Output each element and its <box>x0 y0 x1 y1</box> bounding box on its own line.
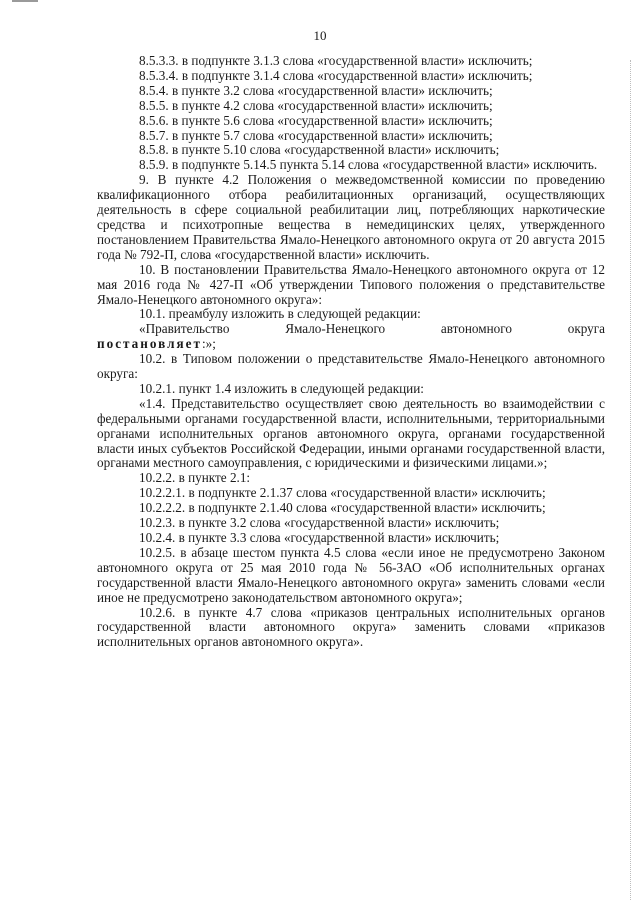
paragraph-10-2-2-2: 10.2.2.2. в подпункте 2.1.40 слова «государственной власти» исключить; <box>139 500 546 516</box>
preamble-quote <box>97 322 605 337</box>
paragraph-8-5-5: 8.5.5. в пункте 4.2 слова «государственной власти» исключить; <box>139 97 493 113</box>
scan-edge-mark <box>630 60 632 900</box>
page-number: 10 <box>313 28 327 43</box>
paragraph-10: 10. В постановлении Правительства Ямало-Ненецкого автономного округа от 12 мая 2016 года № 427-П «Об утверждении Типового положения о представительстве Ямало-Ненецкого автономного округа»: <box>97 261 605 307</box>
paragraph-8-5-7: 8.5.7. в пункте 5.7 слова «государственной власти» исключить; <box>139 127 493 143</box>
preamble-text: «Правительство Ямало-Ненецкого автономного округа <box>139 321 605 337</box>
paragraph-10-2-5: 10.2.5. в абзаце шестом пункта 4.5 слова «если иное не предусмотрено Законом автономного округа от 25 мая 2010 года № 56-ЗАО «Об исполнительных органах государственной власти Ямало-Ненецкого автономного округа» заменить словами «если иное не предусмотрено законодательством автономного округа»; <box>97 544 605 605</box>
preamble-spaced-word: постановляет <box>97 336 202 352</box>
preamble-tail: :»; <box>201 336 216 352</box>
paragraph-1-4-quote: «1.4. Представительство осуществляет свою деятельность во взаимодействии с федеральными органами государственной власти, исполнительными, территориальными органами исполнительных органов автономного округа, органами государственной власти иных субъектов Российской Федерации, иными органами государственной власти, органами местного самоуправления, с юридическими и физическими лицами.»; <box>97 395 605 471</box>
paragraph-8-5-3-3: 8.5.3.3. в подпункте 3.1.3 слова «государственной власти» исключить; <box>139 53 533 68</box>
paragraph-10-2-4: 10.2.4. в пункте 3.3 слова «государственной власти» исключить; <box>139 530 500 545</box>
paragraph-8-5-4: 8.5.4. в пункте 3.2 слова «государственной власти» исключить; <box>139 82 493 98</box>
paragraph-8-5-6: 8.5.6. в пункте 5.6 слова «государственной власти» исключить; <box>139 112 493 128</box>
paragraph-8-5-8: 8.5.8. в пункте 5.10 слова «государственной власти» исключить; <box>139 142 500 158</box>
paragraph-8-5-9: 8.5.9. в подпункте 5.14.5 пункта 5.14 слова «государственной власти» исключить. <box>139 157 598 173</box>
paragraph-9: 9. В пункте 4.2 Положения о межведомственной комиссии по проведению квалификационного отбора реабилитационных организаций, осуществляющих деятельность в сфере социальной реабилитации лиц, потребляющих наркотические средства и психотропные вещества в немедицинских целях, утвержденного постановлением Правительства Ямало-Ненецкого автономного округа от 20 августа 2015 года № 792-П, слова «государственной власти» исключить. <box>97 172 605 262</box>
paragraph-10-2-2-1: 10.2.2.1. в подпункте 2.1.37 слова «государственной власти» исключить; <box>139 485 546 501</box>
paragraph-8-5-3-4: 8.5.3.4. в подпункте 3.1.4 слова «государственной власти» исключить; <box>139 67 533 83</box>
paragraph-10-2-1: 10.2.1. пункт 1.4 изложить в следующей редакции: <box>139 380 424 396</box>
preamble-decree-line <box>97 337 605 352</box>
paragraph-10-2-2: 10.2.2. в пункте 2.1: <box>139 470 251 486</box>
paragraph-10-2-6: 10.2.6. в пункте 4.7 слова «приказов центральных исполнительных органов государственной власти автономного округа» заменить словами «приказов исполнительных органов автономного округа». <box>97 604 605 650</box>
paragraph-10-2: 10.2. в Типовом положении о представительстве Ямало-Ненецкого автономного округа: <box>97 351 605 382</box>
paragraph-10-2-3: 10.2.3. в пункте 3.2 слова «государственной власти» исключить; <box>139 515 500 531</box>
scan-corner-mark <box>12 0 38 2</box>
document-body <box>97 54 605 650</box>
paragraph-10-1: 10.1. преамбулу изложить в следующей редакции: <box>139 306 421 322</box>
